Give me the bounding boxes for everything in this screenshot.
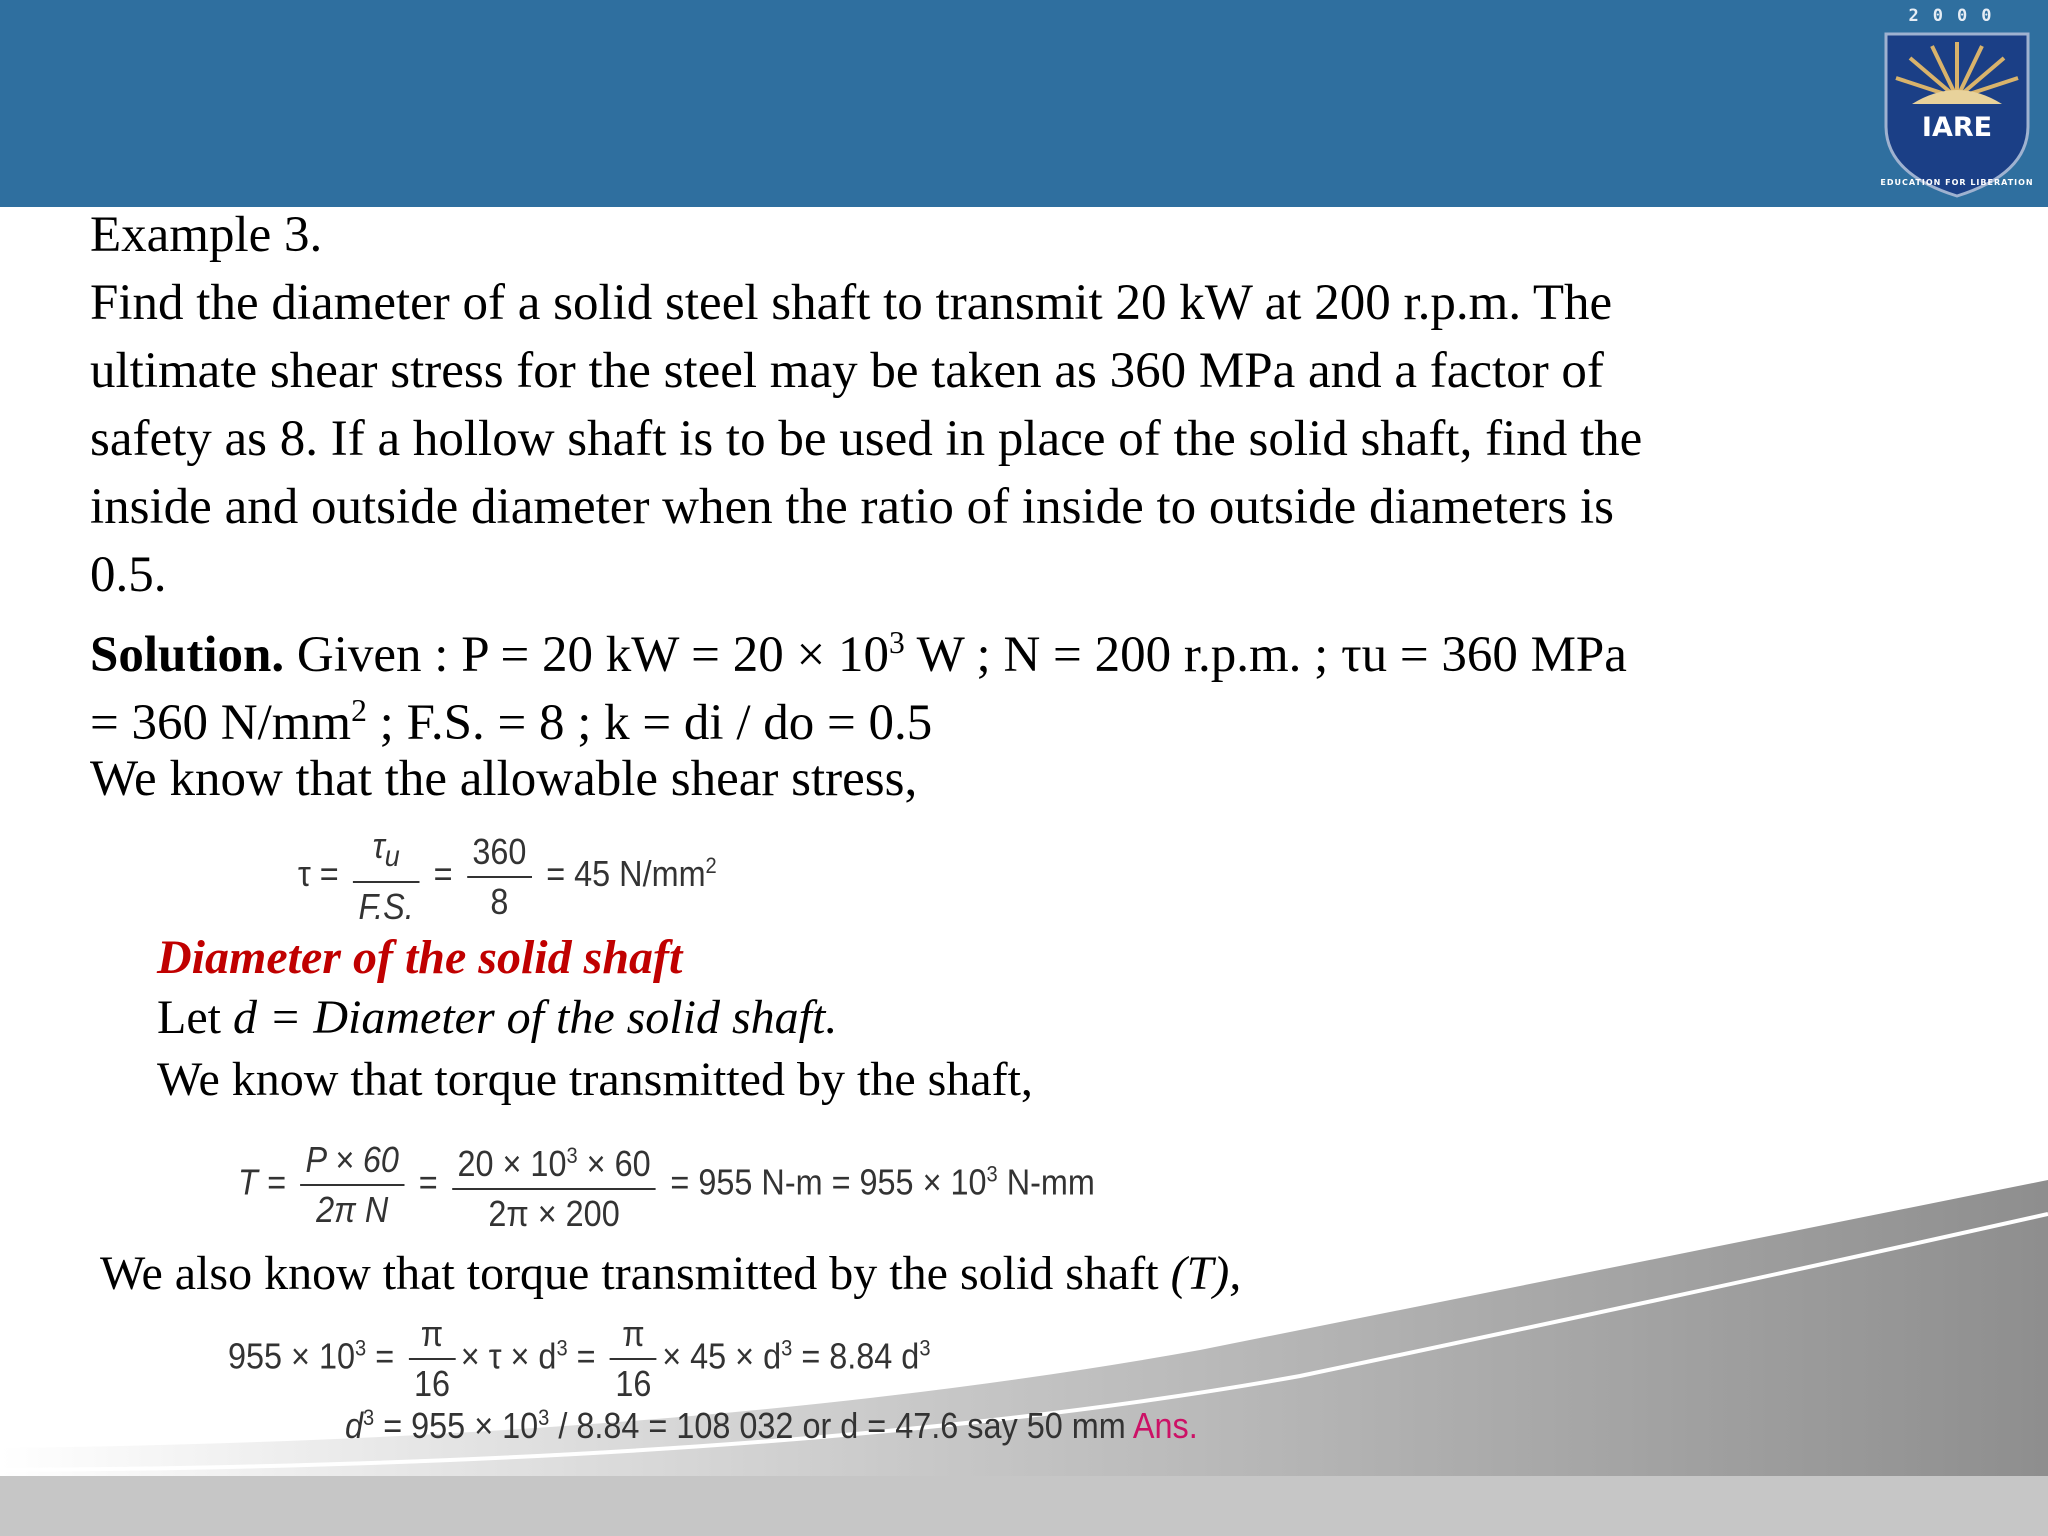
eq-solid-pi2: π [610, 1310, 657, 1360]
eq-solid-den2: 16 [615, 1363, 652, 1404]
equation-tau [298, 822, 717, 931]
eq-solid-frac1 [409, 1310, 456, 1408]
equation-solid [228, 1310, 931, 1408]
header-bar [0, 0, 2048, 207]
eq-torque-num2-exp: 3 [566, 1143, 578, 1168]
eq-solid-lhs-exp: 3 [355, 1335, 367, 1361]
eq-solid-rhs-a: × 45 × d [662, 1335, 782, 1377]
given-text-a: Given : P = 20 kW = 20 × 10 [284, 627, 889, 683]
section-heading: Diameter of the solid shaft [157, 931, 683, 984]
shield-icon [1872, 6, 2042, 202]
eq-solid-lhs-b: = [366, 1335, 395, 1377]
given2-text-a: = 360 N/mm [90, 695, 352, 751]
problem-line-2: ultimate shear stress for the steel may be taken as 360 MPa and a factor of [90, 343, 1604, 399]
eq-torque-frac1 [300, 1136, 404, 1234]
eq-result-lhs-exp: 3 [363, 1405, 375, 1430]
eq-tau-den1: F.S. [358, 886, 414, 928]
eq-result-mid-a: = 955 × 10 [374, 1405, 539, 1446]
let-rest: = Diameter of the solid shaft. [256, 991, 838, 1044]
eq-tau-eq: = [433, 853, 453, 895]
eq-torque-eq: = [418, 1161, 438, 1203]
eq-torque-lhs: T = [238, 1161, 286, 1203]
eq-torque-num2-b: × 60 [577, 1143, 651, 1184]
logo-motto: EDUCATION FOR LIBERATION [1880, 178, 2034, 187]
eq-tau-rhs-exp: 2 [705, 853, 717, 879]
eq-solid-lhs-a: 955 × 10 [228, 1335, 356, 1377]
eq-solid-frac2 [610, 1310, 657, 1408]
logo-name: IARE [1921, 112, 1993, 143]
eq-torque-den1: 2π N [316, 1189, 389, 1230]
eq-torque-num1: P × 60 [300, 1136, 404, 1186]
answer-label: Ans. [1132, 1405, 1198, 1446]
problem-line-4: inside and outside diameter when the ratio of inside to outside diameters is [90, 479, 1614, 535]
iare-logo [1872, 6, 2042, 202]
let-prefix: Let [157, 991, 233, 1044]
let-var: d [232, 991, 257, 1044]
eq-torque-rhs-exp: 3 [986, 1161, 998, 1187]
eq-result-mid-exp: 3 [538, 1405, 550, 1430]
eq-solid-eq: = [567, 1335, 596, 1377]
eq-tau-num2: 360 [467, 828, 532, 878]
eq-tau-den2: 8 [490, 880, 509, 922]
eq-torque-rhs-b: N-mm [997, 1161, 1095, 1203]
solid-torque-var: (T), [1170, 1247, 1242, 1300]
eq-solid-pi1: π [409, 1310, 456, 1360]
problem-line-1: Find the diameter of a solid steel shaft to transmit 20 kW at 200 r.p.m. The [90, 275, 1613, 331]
eq-solid-rhs-exp: 3 [781, 1335, 793, 1361]
allowable-intro: We know that the allowable shear stress, [90, 751, 918, 807]
eq-result-mid-b: / 8.84 = 108 032 or d = 47.6 say 50 mm [549, 1405, 1133, 1446]
eq-solid-mid-exp: 3 [556, 1335, 568, 1361]
logo-year: 2000 [1908, 6, 2006, 26]
eq-tau-lhs: τ = [298, 853, 339, 895]
torque-intro: We know that torque transmitted by the shaft, [157, 1053, 1033, 1106]
given2-exp: 2 [351, 693, 367, 728]
eq-tau-frac1 [353, 822, 419, 931]
eq-result-lhs: d [345, 1405, 364, 1446]
given2-text-b: ; F.S. = 8 ; k = di / do = 0.5 [366, 695, 933, 751]
problem-line-3: safety as 8. If a hollow shaft is to be used in place of the solid shaft, find the [90, 411, 1643, 467]
solid-torque-text: We also know that torque transmitted by the solid shaft [100, 1247, 1171, 1300]
given-exp: 3 [888, 625, 905, 660]
example-title: Example 3. [90, 207, 323, 263]
eq-torque-den2: 2π × 200 [488, 1193, 620, 1234]
eq-tau-frac2 [467, 828, 532, 926]
let-line [157, 988, 837, 1048]
problem-line-5: 0.5. [90, 547, 167, 603]
solid-torque-intro [100, 1244, 1241, 1304]
equation-result [345, 1405, 1198, 1447]
eq-torque-rhs-a: = 955 N-m = 955 × 10 [670, 1161, 987, 1203]
eq-torque-num2-a: 20 × 10 [457, 1143, 567, 1184]
equation-torque [238, 1132, 1095, 1238]
given-text-b: W ; N = 200 r.p.m. ; τu = 360 MPa [904, 627, 1627, 683]
eq-solid-rhs-b: = 8.84 d [792, 1335, 920, 1377]
eq-torque-frac2 [452, 1132, 656, 1238]
eq-solid-mid: × τ × d [460, 1335, 557, 1377]
eq-tau-rhs: = 45 N/mm [546, 853, 706, 895]
eq-solid-rhs-exp2: 3 [919, 1335, 931, 1361]
eq-tau-num1: τ [372, 825, 385, 866]
solution-label: Solution. [90, 627, 285, 683]
eq-solid-den1: 16 [413, 1363, 450, 1404]
eq-tau-num1-sub: u [384, 840, 400, 874]
